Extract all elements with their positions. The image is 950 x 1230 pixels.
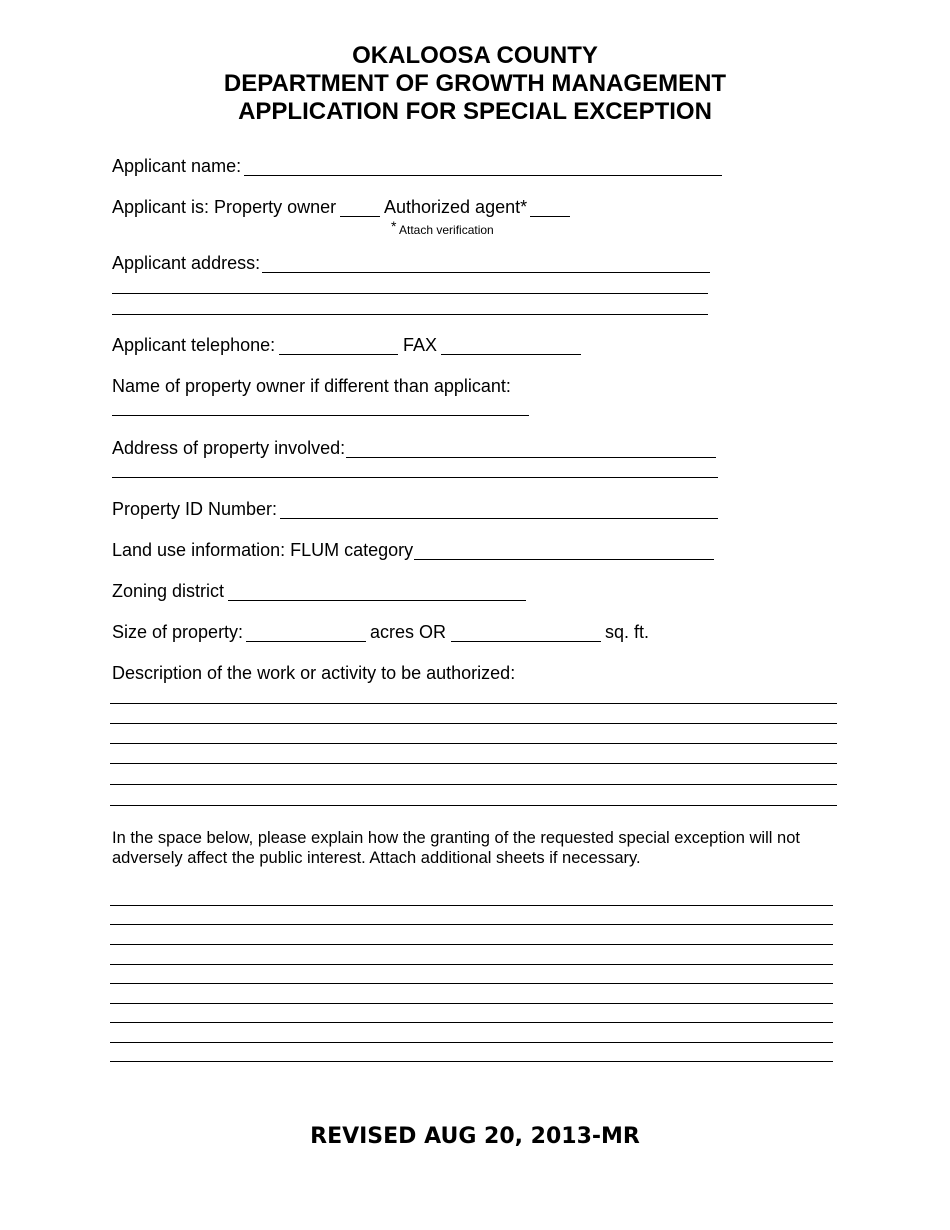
land-use-label: Land use information: FLUM category [112,540,414,560]
applicant-address-field-2[interactable] [112,293,708,294]
title-application: APPLICATION FOR SPECIAL EXCEPTION [238,98,712,125]
description-line[interactable] [110,723,837,724]
title-county: OKALOOSA COUNTY [352,42,598,69]
explanation-line[interactable] [110,905,833,906]
applicant-name-field[interactable] [244,175,722,176]
sq-ft-label: sq. ft. [605,622,650,642]
applicant-telephone-label: Applicant telephone: [112,335,276,355]
explanation-line[interactable] [110,944,833,945]
property-address-label: Address of property involved: [112,438,346,458]
explanation-line[interactable] [110,964,833,965]
description-line[interactable] [110,784,837,785]
fax-field[interactable] [441,354,581,355]
applicant-address-label: Applicant address: [112,253,261,273]
public-interest-instructions: In the space below, please explain how the granting of the requested special exception will not adversely affect the public interest. Attach additional sheets if necessary. [112,829,800,867]
applicant-telephone-field[interactable] [279,354,398,355]
applicant-address-field-3[interactable] [112,314,708,315]
property-address-field-1[interactable] [346,457,716,458]
explanation-line[interactable] [110,1061,833,1062]
applicant-is-label: Applicant is: Property owner [112,197,337,217]
fax-label: FAX [403,335,438,355]
property-id-label: Property ID Number: [112,499,278,519]
attach-verification-note: Attach verification [399,223,494,237]
authorized-agent-blank[interactable] [530,216,570,217]
title-department: DEPARTMENT OF GROWTH MANAGEMENT [223,70,727,97]
owner-name-label: Name of property owner if different than applicant: [112,376,511,396]
explanation-line[interactable] [110,1022,833,1023]
property-id-field[interactable] [280,518,718,519]
explanation-line[interactable] [110,924,833,925]
description-line[interactable] [110,703,837,704]
size-label: Size of property: [112,622,244,642]
zoning-district-label: Zoning district [112,581,225,601]
owner-name-field[interactable] [112,415,529,416]
explanation-line[interactable] [110,1042,833,1043]
zoning-district-field[interactable] [228,600,526,601]
attach-asterisk: * [391,218,397,234]
authorized-agent-label: Authorized agent* [384,197,528,217]
description-line[interactable] [110,743,837,744]
acres-or-label: acres OR [370,622,447,642]
description-label: Description of the work or activity to be authorized: [112,663,516,683]
property-owner-blank[interactable] [340,216,380,217]
explanation-line[interactable] [110,1003,833,1004]
description-line[interactable] [110,805,837,806]
applicant-address-field-1[interactable] [262,272,710,273]
revision-footer: REVISED AUG 20, 2013-MR [310,1124,640,1149]
applicant-name-label: Applicant name: [112,156,242,176]
description-line[interactable] [110,763,837,764]
flum-category-field[interactable] [414,559,714,560]
acres-field[interactable] [246,641,366,642]
sq-ft-field[interactable] [451,641,601,642]
property-address-field-2[interactable] [112,477,718,478]
explanation-line[interactable] [110,983,833,984]
